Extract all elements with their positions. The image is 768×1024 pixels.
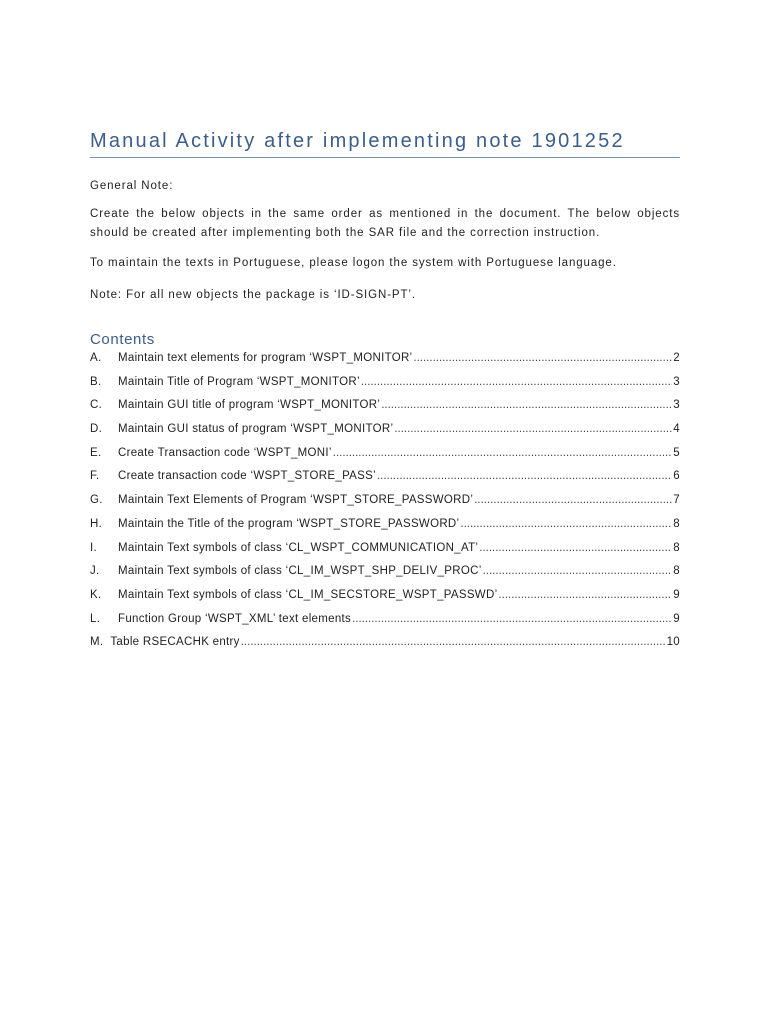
toc-entry-letter: G. <box>90 494 103 507</box>
toc-page-number[interactable]: 9 <box>673 588 680 601</box>
toc-dot-leader <box>352 613 672 625</box>
toc-entry-text[interactable]: Maintain text elements for program ‘WSPT_MONITOR’ <box>118 352 413 364</box>
toc-entry-letter: I. <box>90 541 97 554</box>
toc-page-number[interactable]: 3 <box>673 375 680 388</box>
title-divider <box>90 157 680 158</box>
toc-entry-e[interactable] <box>90 447 680 471</box>
toc-entry-text[interactable]: Maintain Text symbols of class ‘CL_IM_SECSTORE_WSPT_PASSWD’ <box>118 588 498 601</box>
toc-entry-text[interactable]: Maintain Title of Program ‘WSPT_MONITOR’ <box>118 375 360 388</box>
toc-entry-letter: K. <box>90 588 102 601</box>
toc-entry-letter: C. <box>90 399 103 412</box>
create-instruction-paragraph: Create the below objects in the same order as mentioned in the document. The below objects should be created after implementing both the SAR file and the correction instruction. <box>90 208 680 239</box>
toc-entry-letter: M. <box>90 636 104 649</box>
toc-dot-leader <box>381 399 672 411</box>
page-title: Manual Activity after implementing note 1901252 <box>90 130 625 152</box>
toc-page-number[interactable]: 8 <box>673 565 680 578</box>
toc-page-number[interactable]: 4 <box>673 423 680 436</box>
package-note-paragraph: Note: For all new objects the package is ‘ID-SIGN-PT’. <box>90 289 416 301</box>
toc-dot-leader <box>460 518 672 530</box>
toc-dot-leader <box>377 470 672 482</box>
toc-entry-text[interactable]: Function Group ‘WSPT_XML’ text elements <box>118 612 352 625</box>
toc-page-number[interactable]: 6 <box>673 470 680 483</box>
toc-entry-text[interactable]: Create Transaction code ‘WSPT_MONI’ <box>118 446 332 459</box>
toc-entry-text[interactable]: Maintain the Title of the program ‘WSPT_STORE_PASSWORD’ <box>118 517 460 530</box>
toc-entry-letter: F. <box>90 470 100 483</box>
toc-entry-letter: H. <box>90 517 103 530</box>
toc-page-number[interactable]: 2 <box>673 352 680 364</box>
toc-dot-leader <box>479 542 672 554</box>
toc-entry-d[interactable] <box>90 423 680 447</box>
toc-entry-g[interactable] <box>90 494 680 518</box>
toc-page-number[interactable]: 3 <box>673 399 680 412</box>
toc-dot-leader <box>474 494 672 506</box>
toc-entry-text[interactable]: Maintain Text Elements of Program ‘WSPT_STORE_PASSWORD’ <box>118 494 474 507</box>
toc-dot-leader <box>333 447 673 459</box>
toc-entry-text[interactable]: Maintain GUI title of program ‘WSPT_MONITOR’ <box>118 399 381 412</box>
toc-entry-letter: J. <box>90 565 100 578</box>
toc-dot-leader <box>241 636 666 648</box>
toc-dot-leader <box>413 352 672 364</box>
table-of-contents <box>90 352 680 660</box>
portuguese-instruction-paragraph: To maintain the texts in Portuguese, please logon the system with Portuguese language. <box>90 257 617 269</box>
toc-entry-letter: L. <box>90 612 101 625</box>
toc-dot-leader <box>394 423 672 435</box>
toc-entry-text[interactable]: Maintain GUI status of program ‘WSPT_MONITOR’ <box>118 423 394 436</box>
toc-page-number[interactable]: 10 <box>666 636 680 649</box>
toc-entry-a[interactable] <box>90 352 680 376</box>
toc-page-number[interactable]: 8 <box>673 517 680 530</box>
toc-page-number[interactable]: 9 <box>673 612 680 625</box>
toc-dot-leader <box>361 376 672 388</box>
toc-entry-k[interactable] <box>90 589 680 613</box>
toc-entry-m[interactable] <box>90 636 680 660</box>
toc-entry-text[interactable]: Table RSECACHK entry <box>110 636 240 649</box>
toc-page-number[interactable]: 8 <box>673 541 680 554</box>
toc-entry-i[interactable] <box>90 542 680 566</box>
toc-entry-c[interactable] <box>90 399 680 423</box>
general-note-label: General Note: <box>90 180 174 192</box>
toc-dot-leader <box>498 589 672 601</box>
toc-entry-l[interactable] <box>90 613 680 637</box>
toc-entry-letter: A. <box>90 352 102 364</box>
toc-dot-leader <box>483 565 673 577</box>
toc-page-number[interactable]: 7 <box>673 494 680 507</box>
toc-entry-f[interactable] <box>90 470 680 494</box>
toc-entry-letter: B. <box>90 375 102 388</box>
toc-entry-letter: E. <box>90 446 102 459</box>
contents-heading: Contents <box>90 331 155 348</box>
toc-entry-text[interactable]: Maintain Text symbols of class ‘CL_IM_WSPT_SHP_DELIV_PROC’ <box>118 565 482 578</box>
toc-entry-h[interactable] <box>90 518 680 542</box>
toc-entry-b[interactable] <box>90 376 680 400</box>
toc-page-number[interactable]: 5 <box>673 446 680 459</box>
toc-entry-j[interactable] <box>90 565 680 589</box>
toc-entry-text[interactable]: Create transaction code ‘WSPT_STORE_PASS’ <box>118 470 376 483</box>
toc-entry-text[interactable]: Maintain Text symbols of class ‘CL_WSPT_COMMUNICATION_AT’ <box>118 541 479 554</box>
toc-entry-letter: D. <box>90 423 103 436</box>
